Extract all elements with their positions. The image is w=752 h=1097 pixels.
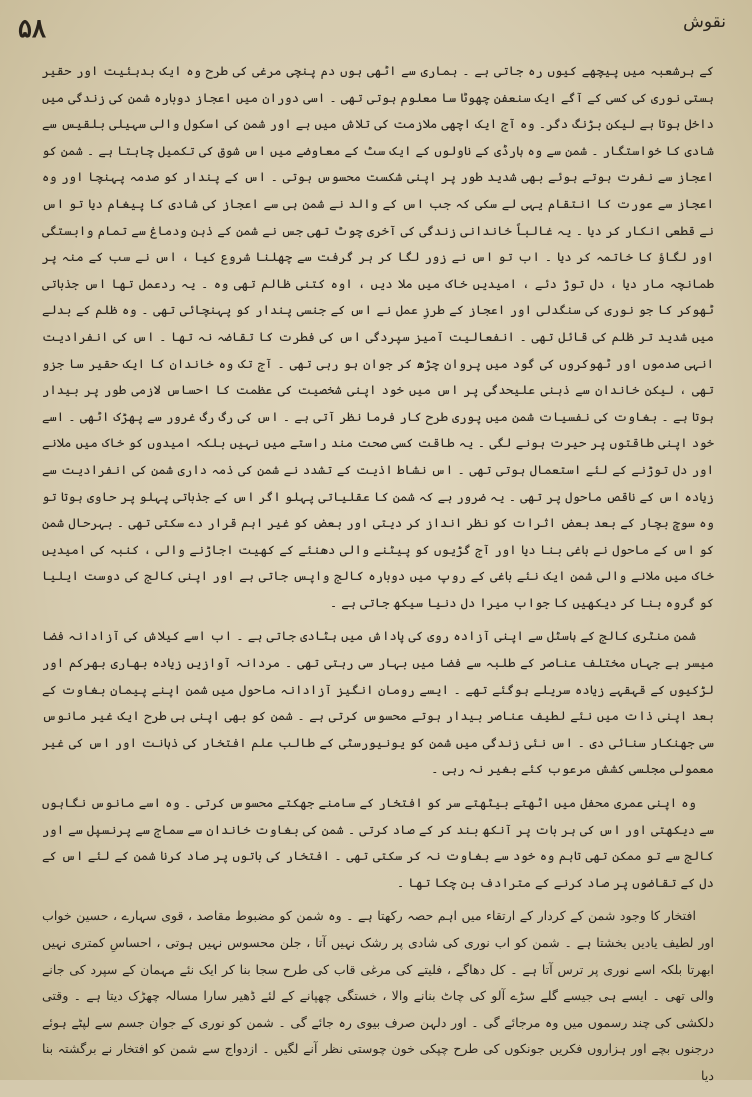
paragraph-3: وہ اپنی عمری محفل میں اٹھتے بیٹھتے سر کو افتخار کے سامنے جھکتے محسوس کرتی ۔ وہ اسے مانوس نگاہوں سے دیکھتی اور اس کی ہر بات پر آنکھ بند کر کے صاد کرتی ۔ شمن کی بغاوت خاندان سے سماج سے پرنسپل سے اور کالج سے تو ممکن تھی تاہم وہ خود سے بغاوت نہ کر سکتی تھی ۔ افتخار کی باتوں پر صاد کرنا شمن کے لئے اس کے دل کے تقاضوں پر صاد کرنے کے مترادف بن چکا تھا ۔: [42, 795, 714, 890]
page-number: ۵۸: [18, 14, 46, 44]
paragraph-2: شمن منٹری کالج کے ہاسٹل سے اپنی آزادہ روی کی پاداش میں ہٹادی جاتی ہے ۔ اب اسے کیلاش کی آزادانہ فضا میسر ہے جہاں مختلف عناصر کے طلبہ سے فضا میں بہار سی رہتی تھی ۔ مردانہ آوازیں زیادہ بھاری بھرکم اور لڑکیوں کے قہقہے زیادہ سریلے ہوگئے تھے ۔ ایسے رومان انگیز آزادانہ ماحول میں شمن اپنے پیمانِ بغاوت کے بعد اپنی ذات میں نئے لطیف عناصر بیدار ہوتے محسوس کرتی ہے ۔ شمن کو بھی اپنی ہی طرح ایک غیر مانوس سی جھنکار سنائی دی ۔ اس نئی زندگی میں شمن کو یونیورسٹی کے طالب علم افتخار کی ذہانت اور اس کی غیر معمولی مجلسی کشش مرعوب کئے بغیر نہ رہی ۔: [42, 628, 715, 777]
running-head: نقوش: [683, 12, 726, 32]
body-text: [42, 58, 714, 1097]
paragraph-1: کے ہرشعبہ میں پیچھے کیوں رہ جاتی ہے ۔ ہماری سے اٹھی ہوں دم پنچی مرغی کی طرح وہ ایک بدہئیت اور حقیر ہستی نوری کی کسی کے آگے ایک سنعفن چھوٹا سا معلوم ہوتی تھی ۔ اسی دوران میں اعجاز دوبارہ شمن کی زندگی میں داخل ہوتا ہے لیکن بڑنگ دگر۔ وہ آج ایک اچھی ملازمت کی تلاش میں ہے اور شمن کی اسکول والی سہیلی بلقیس سے شادی کا خواستگار ۔ شمن سے وہ ہارڈی کے ناولوں کے ایک سٹ کے معاوضے میں اس شوق کی تکمیل چاہتا ہے ۔ شمن کو اعجاز سے نفرت ہوتے ہوئے بھی شدید طور پر اپنی شکست محسوس ہوتی ۔ اس کے پندار کو صدمہ پہنچا اور وہ اعجاز سے عورت کا انتقام یہی لے سکی کہ جب اس کے والد نے شمن ہی سے اعجاز کی شادی کا پیغام دیا تو اس نے قطعی انکار کر دیا ۔ یہ غالباً خاندانی زندگی کی آخری چوٹ تھی جس نے شمن کے ذہن ودماغ سے تمام وابستگی اور لگاؤ کا خاتمہ کر دیا ۔ اب تو اس نے زور لگا کر ہر گرفت سے چھلنا شروع کیا ، اس نے سب کے منہ پر طمانچہ مار دیا ، دل توڑ دئے ، امیدیں خاک میں ملا دیں ، اوہ کتنی ظالم تھی وہ ۔ یہ ردعمل تھا اس جذباتی ٹھوکر کا جو نوری کی سنگدلی اور اعجاز کے طرزِ عمل نے اس کے جنسی پندار کو پہنچائی تھی ۔ وہ ظلم کے بدلے میں شدید تر ظلم کی قائل تھی ۔ انفعالیت آمیز سپردگی اس کی فطرت کا تقاضہ نہ تھا ۔ اس کی انفرادیت انہی صدموں اور ٹھوکروں کی گود میں پروان چڑھ کر جوان ہو رہی تھی ۔ آج تک وہ خاندان کا ایک حقیر سا جزو تھی ، لیکن خاندان سے ذہنی علیحدگی پر اس میں خود اپنی شخصیت کی عظمت کا احساس لازمی طور پر بیدار ہوتا ہے ۔ بغاوت کی نفسیات شمن میں پوری طرح کار فرما نظر آتی ہے ۔ اس کی رگ رگ غرور سے پھڑک اٹھی ۔ اسے خود اپنی طاقتوں پر حیرت ہونے لگی ۔ یہ طاقت کسی صحت مند راستے میں نہیں بلکہ امیدوں کو خاک میں ملانے اور دل توڑنے کے لئے استعمال ہوتی تھی ۔ اس نشاط اذیت کے تشدد نے شمن کی ذمہ داری شمن کی انفرادیت سے زیادہ اس کے ناقص ماحول پر تھی ۔ یہ ضرور ہے کہ شمن کا عقلیاتی پہلو اگر اس کے جذباتی پہلو پر حاوی ہوتا تو وہ سوچ بچار کے بعد بعض اثرات کو نظر انداز کر دیتی اور بعض کو غیر اہم قرار دے سکتی تھی ۔ بہرحال شمن کو اس کے ماحول نے باغی بنا دیا اور آج گڑیوں کو پیٹنے والی دھنئے کے کھیت اجاڑنے والی ، کنبہ کی امیدیں خاک میں ملانے والی شمن ایک نئے باغی کے روپ میں دوبارہ کالج واپس جاتی ہے اور اپنی کالج کی دوست ایلیا کو گروہ بنا کر دیکھیں کا جواب میرا دل دنیا سیکھ جاتی ہے ۔: [42, 63, 715, 610]
paragraph-4: افتخار کا وجود شمن کے کردار کے ارتقاء میں اہم حصہ رکھتا ہے ۔ وہ شمن کو مضبوط مقاصد ، قوی سہارے ، حسین خواب اور لطیف یادیں بخشتا ہے ۔ شمن کو اب نوری کی شادی پر رشک نہیں آتا ، جلن محسوس نہیں ہوتی ، احساسِ کمتری نہیں ابھرتا بلکہ اسے نوری پر ترس آتا ہے ۔ کل دھاگے ، فلیتے کی مرغی قاب کی طرح سجا بنا کر ایک نئے مہمان کے سپرد کی جانے والی تھی ۔ ایسے ہی جیسے گلے سڑے آلو کی چاٹ بنانے والا ، خستگی چھپانے کے لئے ڈھیر سارا مسالہ چھڑک دیتا ہے ۔ وقتی دلکشی کی چند رسموں میں وہ مرجائے گی ۔ اور دلہن صرف بیوی رہ جائے گی ۔ شمن کو نوری کے جوان جسم سے لپٹے ہوئے درجنوں بچے اور ہزاروں فکریں جونکوں کی طرح چپکی خون چوستی نظر آنے لگیں ۔ ازدواج سے شمن کو افتخار نے برگشتہ بنا دیا: [42, 908, 714, 1083]
